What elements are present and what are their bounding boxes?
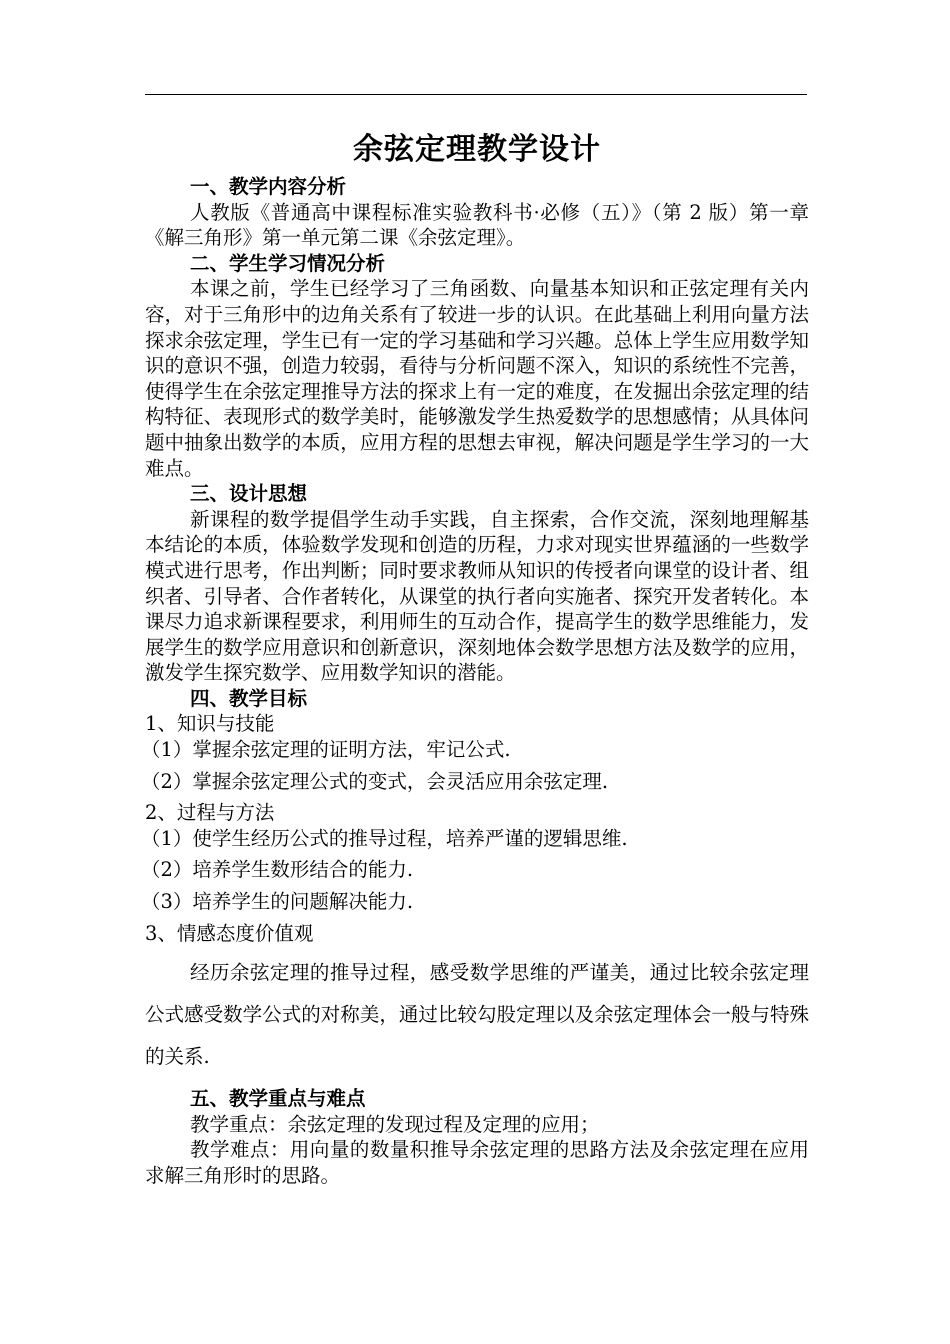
- section-heading-content-analysis: 一、教学内容分析: [190, 175, 347, 198]
- section-text-design-idea: 新课程的数学提倡学生动手实践，自主探索，合作交流，深刻地理解基本结论的本质，体验数学发现和创造的历程，力求对现实世界蕴涵的一些数学模式进行思考，作出判断；同时要求教师从知识的传授者向课堂的设计者、组织者、引导者、合作者转化，从课堂的执行者向实施者、探究开发者转化。本课尽力追求新课程要求，利用师生的互动合作，提高学生的数学思维能力，发展学生的数学应用意识和创新意识，深刻地体会数学思想方法及数学的应用，激发学生探究数学、应用数学知识的潜能。: [145, 507, 809, 685]
- header-rule: [145, 94, 807, 95]
- document-body: [141, 128, 809, 1189]
- difficulty-text: 教学难点：用向量的数量积推导余弦定理的思路方法及余弦定理在应用求解三角形时的思路。: [145, 1138, 809, 1187]
- goal-label-knowledge: 1、知识与技能: [145, 712, 275, 736]
- section-heading-design-idea: 三、设计思想: [190, 482, 308, 506]
- goal-item: （1）使学生经历公式的推导过程，培养严谨的逻辑思维.: [141, 826, 628, 850]
- goal-label-process: 2、过程与方法: [145, 801, 275, 825]
- section-text-student-analysis: 本课之前，学生已经学习了三角函数、向量基本知识和正弦定理有关内容，对于三角形中的边角关系有了较进一步的认识。在此基础上利用向量方法探求余弦定理，学生已有一定的学习基础和学习兴趣。总体上学生应用数学知识的意识不强，创造力较弱，看待与分析问题不深入，知识的系统性不完善，使得学生在余弦定理推导方法的探求上有一定的难度，在发掘出余弦定理的结构特征、表现形式的数学美时，能够激发学生热爱数学的思想感情；从具体问题中抽象出数学的本质，应用方程的思想去审视，解决问题是学生学习的一大难点。: [145, 277, 809, 480]
- goal-item: （1）掌握余弦定理的证明方法，牢记公式.: [141, 738, 511, 762]
- section-text-content-analysis: 人教版《普通高中课程标准实验教科书·必修（五）》（第 2 版）第一章《解三角形》第一单元第二课《余弦定理》。: [145, 200, 809, 250]
- goal-item: （2）掌握余弦定理公式的变式，会灵活应用余弦定理.: [141, 769, 609, 793]
- goal-label-attitude: 3、情感态度价值观: [145, 921, 314, 945]
- section-heading-goals: 四、教学目标: [190, 686, 308, 710]
- section-heading-key-points: 五、教学重点与难点: [190, 1087, 366, 1111]
- section-heading-student-analysis: 二、学生学习情况分析: [190, 251, 386, 275]
- key-point-text: 教学重点：余弦定理的发现过程及定理的应用；: [190, 1112, 600, 1136]
- goal-item: （2）培养学生数形结合的能力.: [141, 858, 414, 882]
- goal-item: （3）培养学生的问题解决能力.: [141, 890, 414, 914]
- goal-text-attitude: 经历余弦定理的推导过程，感受数学思维的严谨美，通过比较余弦定理公式感受数学公式的对称美，通过比较勾股定理以及余弦定理体会一般与特殊的关系.: [145, 961, 809, 1069]
- document-title: 余弦定理教学设计: [353, 132, 601, 167]
